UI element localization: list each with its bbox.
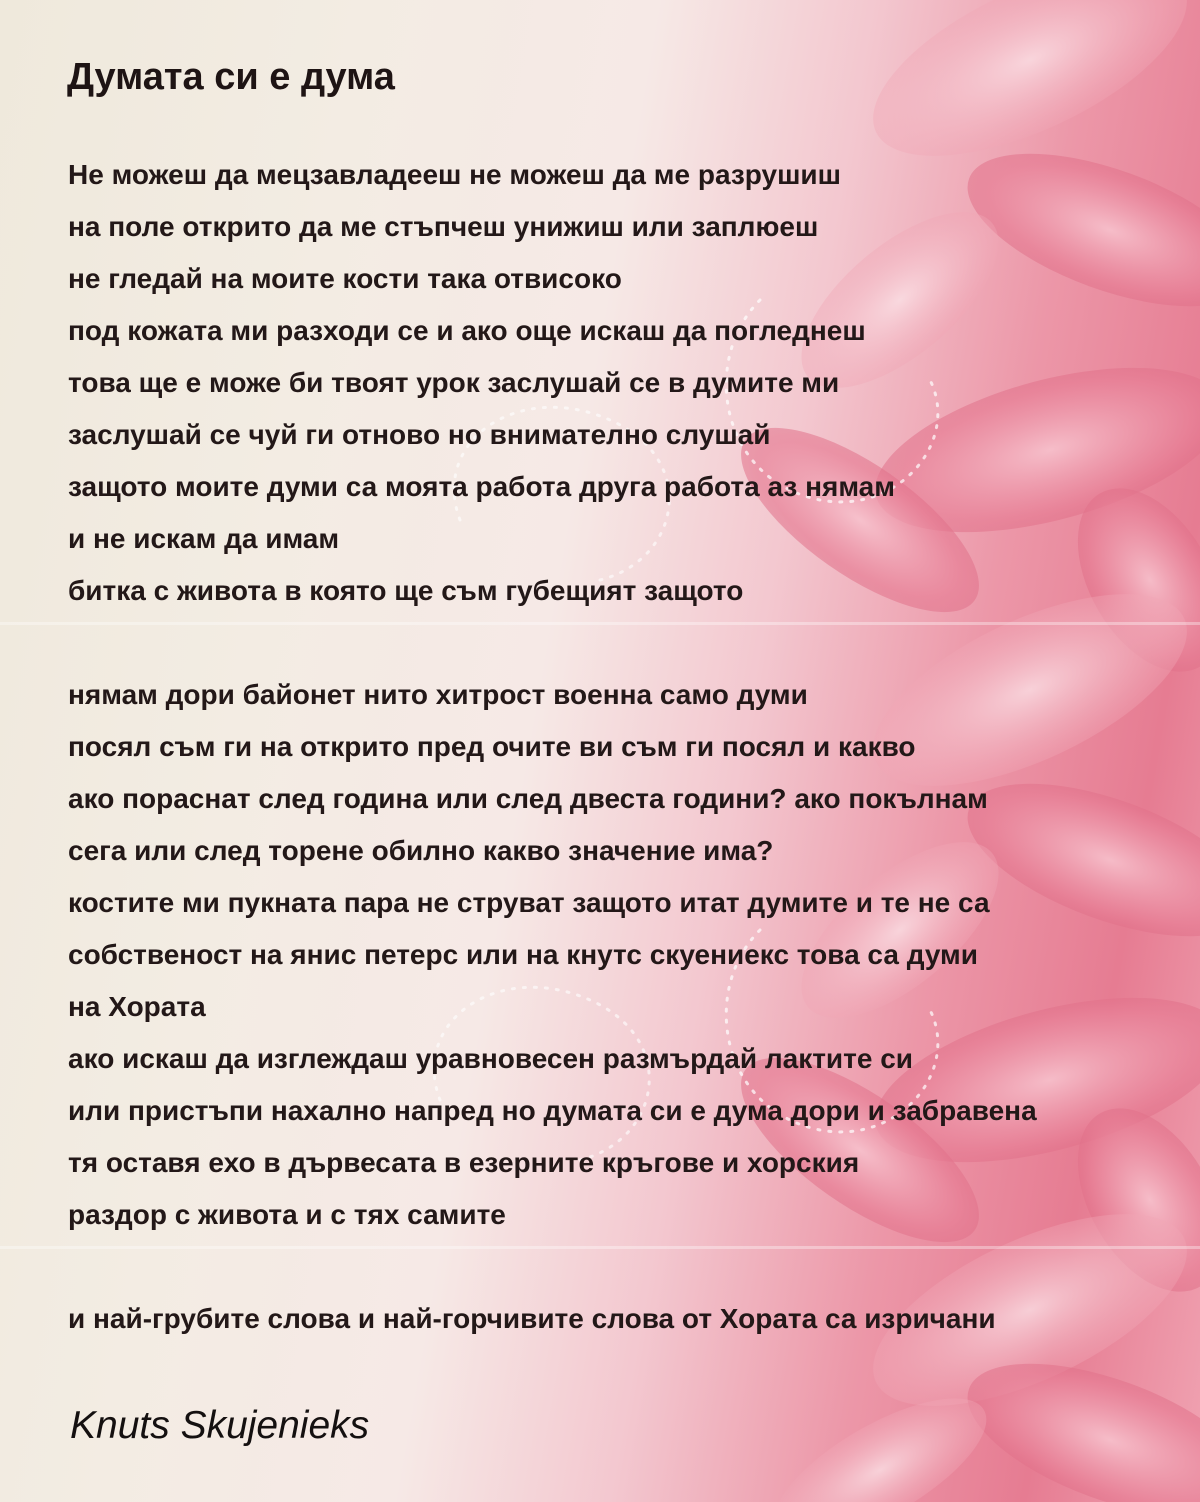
stanza-3	[68, 1293, 996, 1345]
poem-line: раздор с живота и с тях самите	[68, 1199, 506, 1230]
poem-line: ако пораснат след година или след двеста години? ако покълнам	[68, 783, 988, 814]
poem-line: защото моите думи са моята работа друга работа аз нямам	[68, 471, 895, 502]
poem-line: под кожата ми разходи се и ако още искаш да погледнеш	[68, 315, 866, 346]
poem-line: посял съм ги на открито пред очите ви съм ги посял и какво	[68, 731, 916, 762]
poem-author: Knuts Skujenieks	[70, 1404, 370, 1447]
poem-line: и най-грубите слова и най-горчивите слова от Хората са изричани	[68, 1303, 996, 1334]
poem-line: Не можеш да мецзавладееш не можеш да ме разрушиш	[68, 159, 841, 190]
poem-line: собственост на янис петерс или на кнутс скуениекс това са думи	[68, 939, 978, 970]
poem-line: на поле открито да ме стъпчеш унижиш или заплюеш	[68, 211, 819, 242]
poem-line: не гледай на моите кости така отвисоко	[68, 263, 622, 294]
poem-line: битка с живота в която ще съм губещият защото	[68, 575, 744, 606]
poem-line: това ще е може би твоят урок заслушай се в думите ми	[68, 367, 840, 398]
stanza-2	[68, 669, 1037, 1241]
poem-line: ако искаш да изглеждаш уравновесен размърдай лактите си	[68, 1043, 913, 1074]
poem-line: на Хората	[68, 991, 206, 1022]
poem-line: заслушай се чуй ги отново но внимателно слушай	[68, 419, 771, 450]
poem-line: и не искам да имам	[68, 523, 340, 554]
poem-line: нямам дори байонет нито хитрост военна само думи	[68, 679, 808, 710]
poem-title: Думата си е дума	[67, 56, 395, 98]
stanza-1	[68, 149, 895, 617]
poem-line: сега или след торене обилно какво значение има?	[68, 835, 774, 866]
poem-line: тя оставя ехо в дървесата в езерните кръгове и хорския	[68, 1147, 860, 1178]
poem-line: или пристъпи нахално напред но думата си е дума дори и забравена	[68, 1095, 1037, 1126]
poem-line: костите ми пукната пара не струват защото итат думите и те не са	[68, 887, 990, 918]
